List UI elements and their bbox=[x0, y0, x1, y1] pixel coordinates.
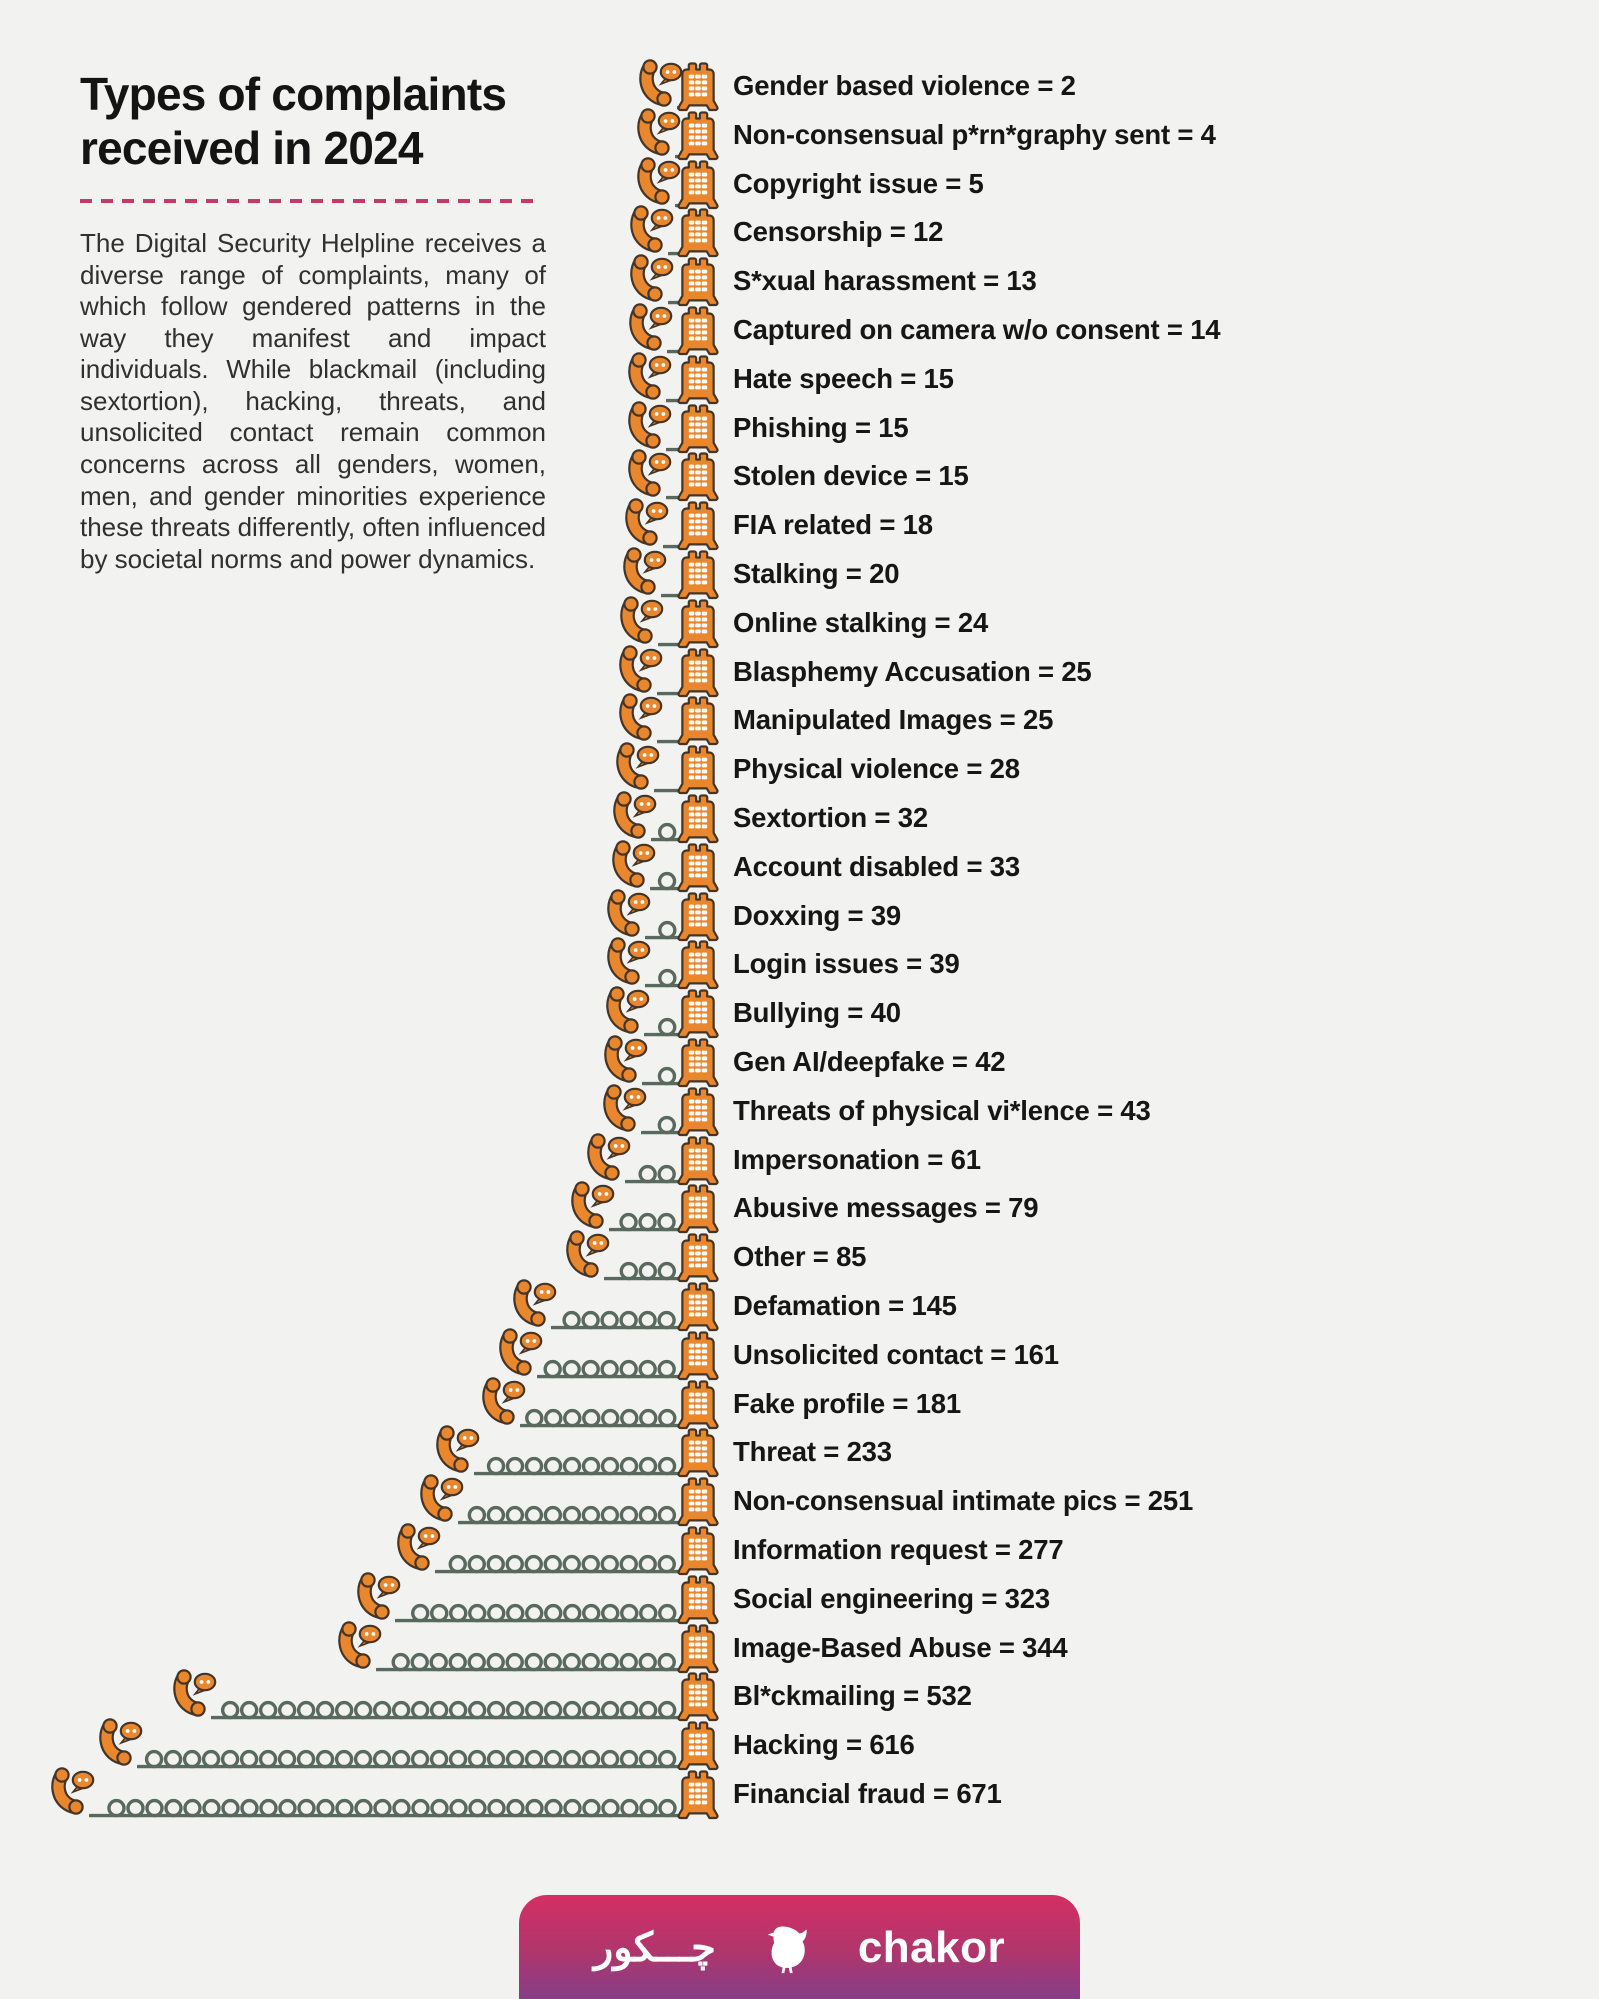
complaint-label: Image-Based Abuse = 344 bbox=[733, 1631, 1068, 1663]
phone-base-icon bbox=[675, 693, 721, 749]
complaint-label: Non-consensual intimate pics = 251 bbox=[733, 1485, 1194, 1517]
complaint-row bbox=[0, 550, 1599, 599]
complaint-label: FIA related = 18 bbox=[733, 509, 933, 541]
phone-base-icon bbox=[675, 742, 721, 798]
complaint-row bbox=[0, 208, 1599, 257]
complaint-label: Copyright issue = 5 bbox=[733, 167, 984, 199]
complaint-row bbox=[0, 1331, 1599, 1380]
complaint-label: Hate speech = 15 bbox=[733, 362, 954, 394]
complaint-row bbox=[0, 1087, 1599, 1136]
complaint-label: Bl*ckmailing = 532 bbox=[733, 1680, 972, 1712]
phone-base-icon bbox=[675, 1718, 721, 1774]
complaint-row bbox=[0, 1282, 1599, 1331]
complaint-label: Blasphemy Accusation = 25 bbox=[733, 655, 1092, 687]
complaint-row bbox=[0, 1477, 1599, 1526]
phone-base-icon bbox=[675, 791, 721, 847]
intro-paragraph: The Digital Security Helpline receives a diverse range of complaints, many of which follow gendered patterns in the way they manifest and impact individuals. While blackmail (including sextortion), hacking, threats, and unsolicited contact remain common concerns across all genders, women, men, and gender minorities experience these threats differently, often influenced by societal norms and power dynamics. bbox=[80, 228, 546, 574]
complaint-row bbox=[0, 1038, 1599, 1087]
phone-base-icon bbox=[675, 449, 721, 505]
brand-name-urdu: چـــکور bbox=[593, 1926, 716, 1970]
chakor-bird-icon bbox=[764, 1920, 810, 1976]
complaint-row bbox=[0, 1770, 1599, 1819]
complaint-label: Non-consensual p*rn*graphy sent = 4 bbox=[733, 118, 1216, 150]
phone-base-icon bbox=[675, 1425, 721, 1481]
complaints-chart bbox=[0, 62, 1599, 1819]
complaint-label: Captured on camera w/o consent = 14 bbox=[733, 313, 1221, 345]
complaint-row bbox=[0, 501, 1599, 550]
complaint-label: Information request = 277 bbox=[733, 1533, 1064, 1565]
phone-base-icon bbox=[675, 547, 721, 603]
complaint-row bbox=[0, 404, 1599, 453]
page-title-line1: Types of complaints bbox=[80, 68, 507, 120]
complaint-label: Login issues = 39 bbox=[733, 948, 960, 980]
complaint-row bbox=[0, 1526, 1599, 1575]
complaint-label: Gender based violence = 2 bbox=[733, 70, 1076, 101]
phone-base-icon bbox=[675, 157, 721, 213]
complaint-label: Account disabled = 33 bbox=[733, 850, 1020, 882]
complaint-row bbox=[0, 745, 1599, 794]
complaint-row bbox=[0, 696, 1599, 745]
complaint-row bbox=[0, 1575, 1599, 1624]
complaint-label: Sextortion = 32 bbox=[733, 801, 928, 833]
phone-base-icon bbox=[675, 840, 721, 896]
phone-base-icon bbox=[675, 254, 721, 310]
complaint-label: Bullying = 40 bbox=[733, 997, 901, 1029]
phone-base-icon bbox=[675, 352, 721, 408]
phone-base-icon bbox=[675, 108, 721, 164]
complaint-label: Impersonation = 61 bbox=[733, 1143, 981, 1175]
complaint-row bbox=[0, 111, 1599, 160]
complaint-label: Unsolicited contact = 161 bbox=[733, 1338, 1059, 1370]
complaint-row bbox=[0, 1380, 1599, 1429]
complaint-row bbox=[0, 62, 1599, 111]
complaint-label: Online stalking = 24 bbox=[733, 606, 989, 638]
page-title-line2: received in 2024 bbox=[80, 121, 423, 174]
phone-base-icon bbox=[675, 59, 721, 115]
complaint-label: Hacking = 616 bbox=[733, 1729, 915, 1761]
complaint-label: Censorship = 12 bbox=[733, 216, 944, 248]
phone-base-icon bbox=[675, 1084, 721, 1140]
complaint-label: Threats of physical vi*lence = 43 bbox=[733, 1094, 1151, 1126]
complaint-label: Threat = 233 bbox=[733, 1436, 892, 1468]
phone-base-icon bbox=[675, 1279, 721, 1335]
complaint-label: Defamation = 145 bbox=[733, 1289, 957, 1321]
complaint-row bbox=[0, 1136, 1599, 1185]
complaint-label: Stalking = 20 bbox=[733, 557, 900, 589]
complaint-label: Fake profile = 181 bbox=[733, 1387, 961, 1419]
phone-base-icon bbox=[675, 401, 721, 457]
brand-name: chakor bbox=[857, 1923, 1006, 1972]
phone-base-icon bbox=[675, 1035, 721, 1091]
phone-base-icon bbox=[675, 937, 721, 993]
complaint-label: Stolen device = 15 bbox=[733, 460, 969, 492]
phone-base-icon bbox=[675, 1474, 721, 1530]
phone-base-icon bbox=[675, 1328, 721, 1384]
complaint-row bbox=[0, 1672, 1599, 1721]
phone-base-icon bbox=[675, 303, 721, 359]
complaint-row bbox=[0, 989, 1599, 1038]
complaint-row bbox=[0, 1721, 1599, 1770]
phone-base-icon bbox=[675, 596, 721, 652]
complaint-row bbox=[0, 1233, 1599, 1282]
complaint-row bbox=[0, 1428, 1599, 1477]
phone-base-icon bbox=[675, 1621, 721, 1677]
complaint-row bbox=[0, 599, 1599, 648]
complaint-row bbox=[0, 843, 1599, 892]
complaint-label: Other = 85 bbox=[733, 1241, 867, 1273]
phone-base-icon bbox=[675, 1669, 721, 1725]
complaint-row bbox=[0, 306, 1599, 355]
complaint-row bbox=[0, 160, 1599, 209]
complaint-label: Social engineering = 323 bbox=[733, 1582, 1050, 1614]
phone-base-icon bbox=[675, 986, 721, 1042]
complaint-row bbox=[0, 1184, 1599, 1233]
complaint-row bbox=[0, 452, 1599, 501]
complaint-row bbox=[0, 1624, 1599, 1673]
phone-base-icon bbox=[675, 1230, 721, 1286]
phone-base-icon bbox=[675, 498, 721, 554]
complaint-label: Phishing = 15 bbox=[733, 411, 909, 443]
complaint-row bbox=[0, 257, 1599, 306]
phone-base-icon bbox=[675, 1377, 721, 1433]
complaint-label: Abusive messages = 79 bbox=[733, 1192, 1039, 1224]
phone-base-icon bbox=[675, 1767, 721, 1823]
complaint-label: Gen AI/deepfake = 42 bbox=[733, 1045, 1006, 1077]
phone-base-icon bbox=[675, 205, 721, 261]
complaint-row bbox=[0, 355, 1599, 404]
phone-base-icon bbox=[675, 1181, 721, 1237]
phone-base-icon bbox=[675, 889, 721, 945]
complaint-label: Manipulated Images = 25 bbox=[733, 704, 1054, 736]
phone-base-icon bbox=[675, 1523, 721, 1579]
complaint-row bbox=[0, 794, 1599, 843]
complaint-label: Financial fraud = 671 bbox=[733, 1777, 1002, 1809]
complaint-row bbox=[0, 648, 1599, 697]
complaint-row bbox=[0, 892, 1599, 941]
footer-brand-banner bbox=[519, 1895, 1080, 1999]
complaint-label: S*xual harassment = 13 bbox=[733, 265, 1037, 297]
phone-base-icon bbox=[675, 1572, 721, 1628]
complaint-label: Doxxing = 39 bbox=[733, 899, 902, 931]
phone-base-icon bbox=[675, 645, 721, 701]
footer-brand-row bbox=[594, 1917, 1005, 1979]
complaint-label: Physical violence = 28 bbox=[733, 753, 1020, 785]
complaint-row bbox=[0, 940, 1599, 989]
phone-base-icon bbox=[675, 1133, 721, 1189]
